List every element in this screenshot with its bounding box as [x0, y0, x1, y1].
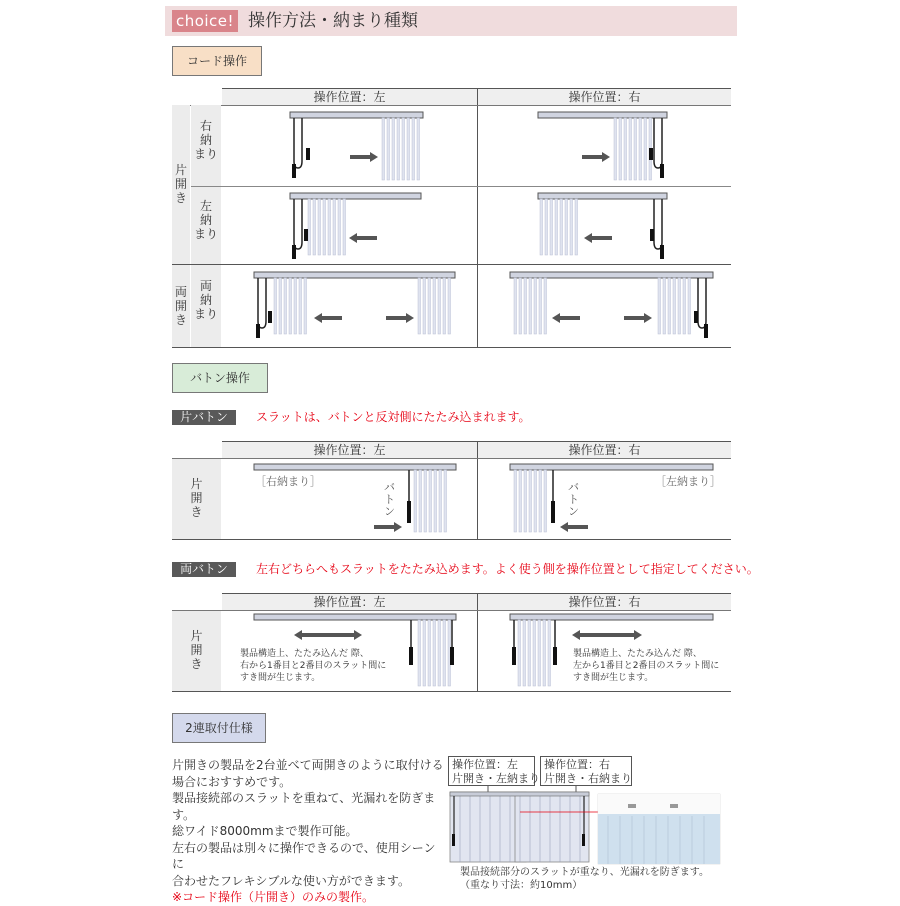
- cord-diagrams: [222, 106, 731, 347]
- row-group-double: 両 開 き: [172, 265, 190, 347]
- cord-operation-label: コード操作: [172, 46, 262, 76]
- slat-stack: [514, 278, 691, 334]
- right-unit: [515, 792, 589, 862]
- col-left-label: 操作位置：左: [313, 443, 386, 457]
- pull-cord: [294, 199, 302, 249]
- head-rail: [254, 614, 456, 620]
- pull-cord: [698, 278, 706, 328]
- twin-description: [172, 757, 447, 906]
- twin-warning: ※コード操作（片開き）のみの製作。: [172, 890, 375, 904]
- head-rail: [290, 193, 421, 199]
- head-rail: [254, 272, 455, 278]
- single-baton-row-group: 片 開 き: [172, 459, 221, 539]
- slat-stack: [514, 470, 547, 532]
- arrow-right-icon: [624, 313, 652, 323]
- cord-weight: [256, 324, 260, 338]
- slat-stack: [382, 118, 420, 180]
- cord-weight: [306, 148, 310, 160]
- head-rail: [510, 614, 713, 620]
- arrow-left-icon: [314, 313, 342, 323]
- baton-grip: [409, 647, 413, 665]
- twin-diagram: [448, 786, 723, 866]
- double-baton-tag: 両バトン: [172, 562, 236, 577]
- divider: [172, 347, 731, 348]
- description-line: 製品接続部のスラットを重ねて、光漏れを防ぎます。: [172, 791, 436, 822]
- pull-cord: [258, 278, 266, 328]
- arrow-left-icon: [560, 522, 588, 532]
- page-title: 操作方法・納まり種類: [248, 11, 418, 31]
- slat-stack: [614, 118, 652, 180]
- head-rail: [510, 272, 713, 278]
- arrow-left-icon: [552, 313, 580, 323]
- head-rail: [290, 112, 423, 118]
- cord-weight: [694, 311, 698, 323]
- baton-operation-label: バトン操作: [172, 363, 268, 393]
- double-baton-diagrams: [222, 611, 731, 691]
- double-arrow-icon: [294, 630, 362, 640]
- slat-stack: [518, 620, 551, 686]
- cord-weight: [660, 164, 664, 178]
- row-group-single: 片 開 き: [172, 105, 190, 264]
- slat-stack: [274, 278, 451, 334]
- cord-weight: [660, 245, 664, 259]
- cord-weight: [292, 164, 296, 178]
- description-line: 総ワイド8000mmまで製作可能。: [172, 824, 358, 838]
- slat-stack: [414, 470, 447, 532]
- arrow-left-icon: [349, 233, 377, 243]
- cord-weight: [304, 229, 308, 241]
- col-right-label: 操作位置：右: [568, 595, 641, 609]
- cord-weight: [292, 245, 296, 259]
- col-right-label: 操作位置：右: [568, 90, 641, 104]
- pull-cord: [654, 118, 662, 168]
- slat-stack: [418, 620, 451, 686]
- right-caption: ［左納まり］: [655, 475, 721, 488]
- cord-weight: [650, 229, 654, 241]
- cord-weight: [268, 311, 272, 323]
- double-arrow-icon: [572, 630, 642, 640]
- double-baton-right-note: 製品構造上、たたみ込んだ 際、 左から1番目と2番目のスラット間に すき間が生じます。: [573, 649, 720, 683]
- description-line: 左右の製品は別々に操作できるので、使用シーンに: [172, 840, 436, 871]
- arrow-right-icon: [386, 313, 414, 323]
- double-baton-left-note: 製品構造上、たたみ込んだ 際、 右から1番目と2番目のスラット間に すき間が生じます。: [240, 649, 387, 683]
- baton-grip: [450, 647, 454, 665]
- double-baton-note: 左右どちらへもスラットをたたみ込めます。よく使う側を操作位置として指定してください。: [256, 562, 759, 576]
- baton-grip: [512, 647, 516, 665]
- single-baton-diagrams: [222, 459, 731, 539]
- slat-stack: [308, 199, 346, 255]
- tag-right-position: 操作位置：右 片開き・右納まり: [540, 756, 632, 786]
- col-left-label: 操作位置：左: [313, 90, 386, 104]
- arrow-right-icon: [350, 152, 378, 162]
- description-line: 場合におすすめです。: [172, 774, 292, 789]
- choice-badge: choice!: [172, 10, 238, 32]
- head-rail: [538, 193, 667, 199]
- left-unit: [450, 792, 526, 862]
- col-right-label: 操作位置：右: [568, 443, 641, 457]
- head-rail: [510, 464, 713, 470]
- pull-cord: [654, 199, 662, 249]
- twin-caption: 製品接続部分のスラットが重なり、光漏れを防ぎます。 （重なり寸法：約10mm）: [460, 867, 709, 891]
- arrow-right-icon: [582, 152, 610, 162]
- baton-grip: [551, 501, 555, 523]
- divider: [172, 539, 731, 540]
- arrow-right-icon: [374, 522, 402, 532]
- row-both-stack: 両 納 まり: [191, 265, 221, 347]
- baton-grip: [553, 647, 557, 665]
- double-baton-row-group: 片 開 き: [172, 611, 221, 691]
- baton-word-left: バ ト ン: [384, 481, 395, 518]
- head-rail: [538, 112, 667, 118]
- baton-word-right: バ ト ン: [568, 481, 579, 518]
- single-baton-tag: 片バトン: [172, 410, 236, 425]
- description-line: 片開きの製品を2台並べて両開きのように取付ける: [172, 758, 444, 772]
- row-left-stack: 左 納 まり: [191, 187, 221, 264]
- description-line: 合わせたフレキシブルな使い方ができます。: [172, 873, 410, 888]
- cord-weight: [704, 324, 708, 338]
- baton-grip: [407, 501, 411, 523]
- left-caption: ［右納まり］: [255, 475, 321, 488]
- tag-left-position: 操作位置：左 片開き・左納まり: [448, 756, 535, 786]
- head-rail: [254, 464, 456, 470]
- cord-weight: [649, 148, 653, 160]
- divider: [172, 691, 731, 692]
- row-right-stack: 右 納 まり: [191, 105, 221, 186]
- pull-cord: [294, 118, 302, 168]
- col-left-label: 操作位置：左: [313, 595, 386, 609]
- arrow-left-icon: [584, 233, 612, 243]
- single-baton-note: スラットは、バトンと反対側にたたみ込まれます。: [256, 410, 531, 424]
- twin-mount-label: 2連取付仕様: [172, 713, 266, 743]
- slat-stack: [540, 199, 578, 255]
